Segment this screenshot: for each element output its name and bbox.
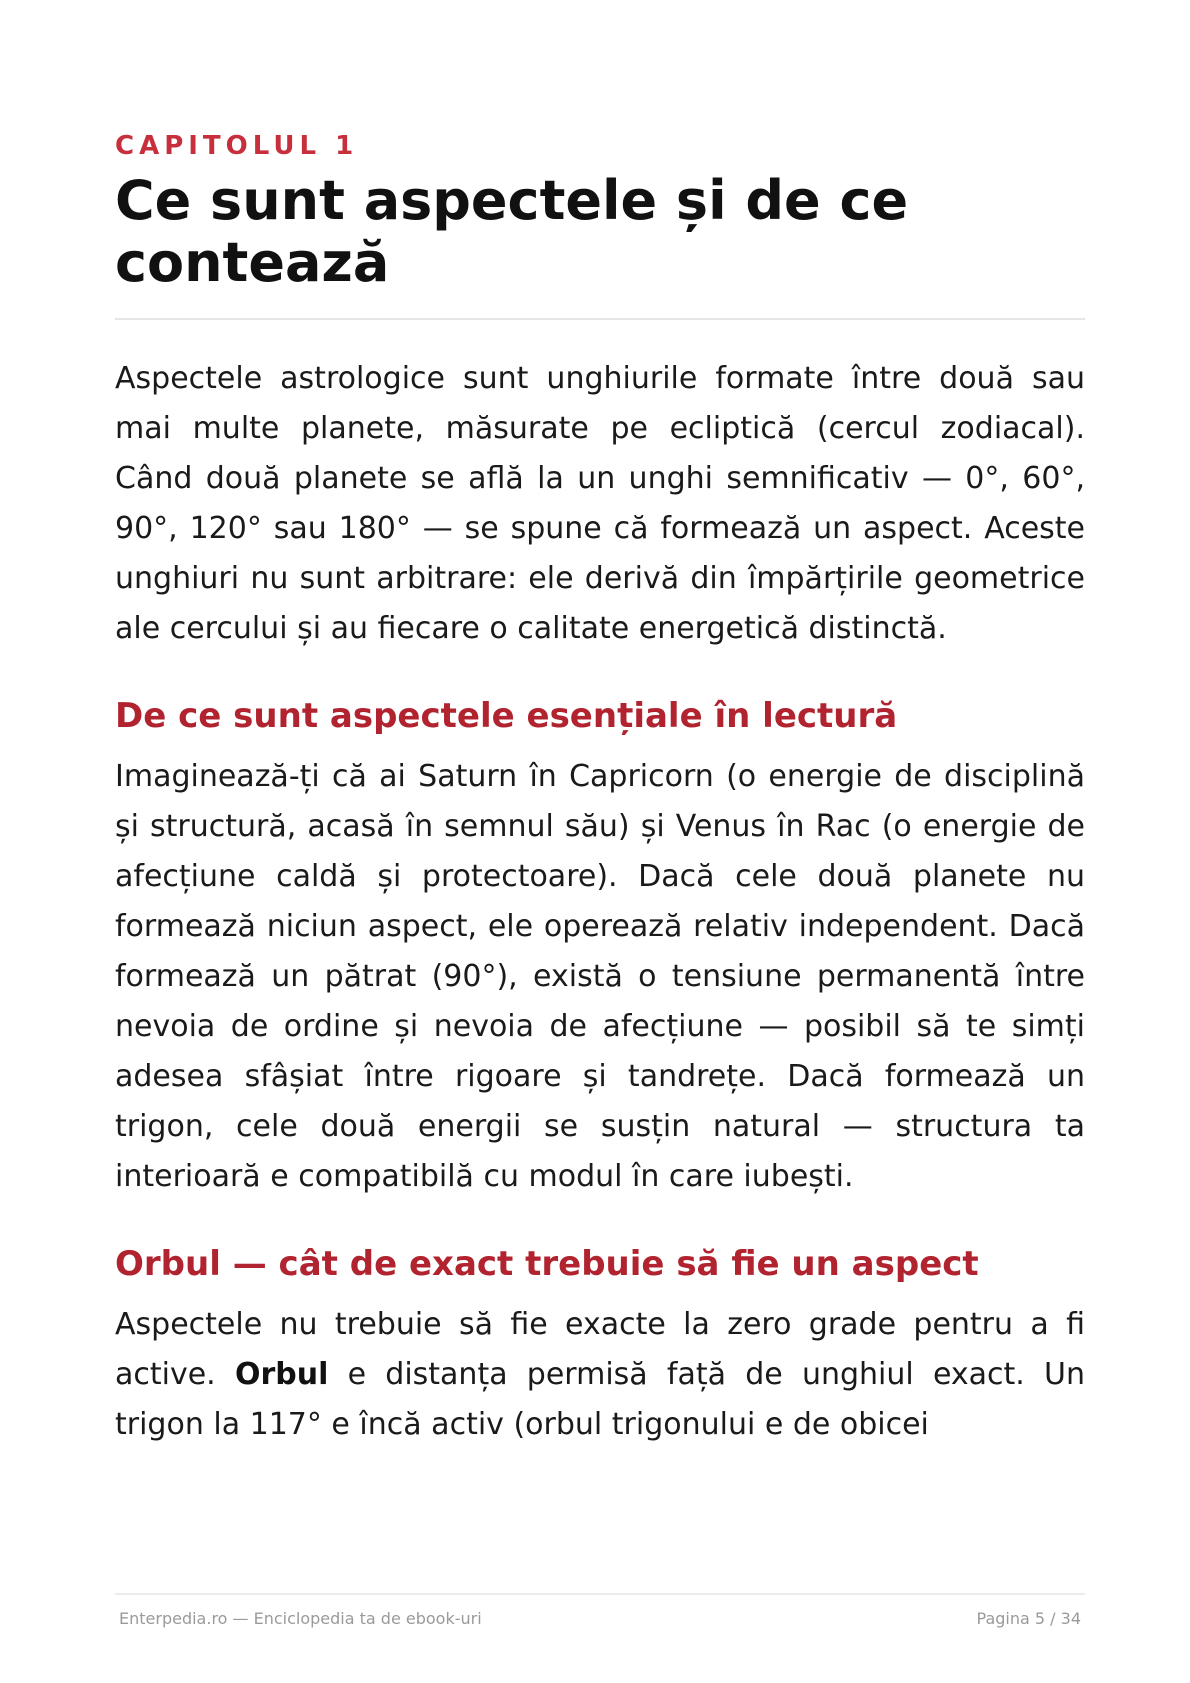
orb-text-before: Aspectele nu trebuie să fie exacte la zero grade pentru a fi active.: [115, 1307, 1085, 1392]
section-heading-essential: De ce sunt aspectele esențiale în lectură: [115, 696, 898, 736]
section-body-orb: [115, 1300, 1085, 1450]
chapter-title: Ce sunt aspectele și de ce contează: [115, 169, 909, 294]
section-heading-orb: Orbul — cât de exact trebuie să fie un aspect: [115, 1244, 979, 1284]
page-footer: [115, 1593, 1085, 1628]
orb-term: Orbul: [234, 1357, 329, 1392]
title-divider: [115, 318, 1085, 320]
section-body-orb-clip: [115, 1300, 1085, 1450]
section-body-essential: Imaginează-ți că ai Saturn în Capricorn (o energie de disciplină și structură, acasă în semnul său) și Venus în Rac (o energie de afecțiune caldă și protectoare). Dacă cele două planete nu formează niciun aspect, ele operează relativ independent. Dacă formează un pătrat (90°), există o tensiune permanentă între nevoia de ordine și nevoia de afecțiune — posibil să te simți adesea sfâșiat între rigoare și tandrețe. Dacă formează un trigon, cele două energii se susțin natural — structura ta interioară e compatibilă cu modul în care iubești.: [115, 759, 1085, 1194]
intro-paragraph: Aspectele astrologice sunt unghiurile formate între două sau mai multe planete, măsurate pe ecliptică (cercul zodiacal). Când două planete se află la un unghi semnificativ — 0°, 60°, 90°, 120° sau 180° — se spune că formează un aspect. Aceste unghiuri nu sunt arbitrare: ele derivă din împărțirile geometrice ale cercului și au fiecare o calitate energetică distinctă.: [115, 361, 1085, 646]
page-number: Pagina 5 / 34: [976, 1609, 1081, 1628]
orb-text-after: e distanța permisă față de unghiul exact. Un trigon la 117° e încă activ (orbul trigonului e de obicei: [115, 1357, 1085, 1442]
chapter-label: CAPITOLUL 1: [115, 131, 359, 161]
footer-site-link[interactable]: Enterpedia.ro — Enciclopedia ta de ebook-uri: [119, 1609, 482, 1628]
